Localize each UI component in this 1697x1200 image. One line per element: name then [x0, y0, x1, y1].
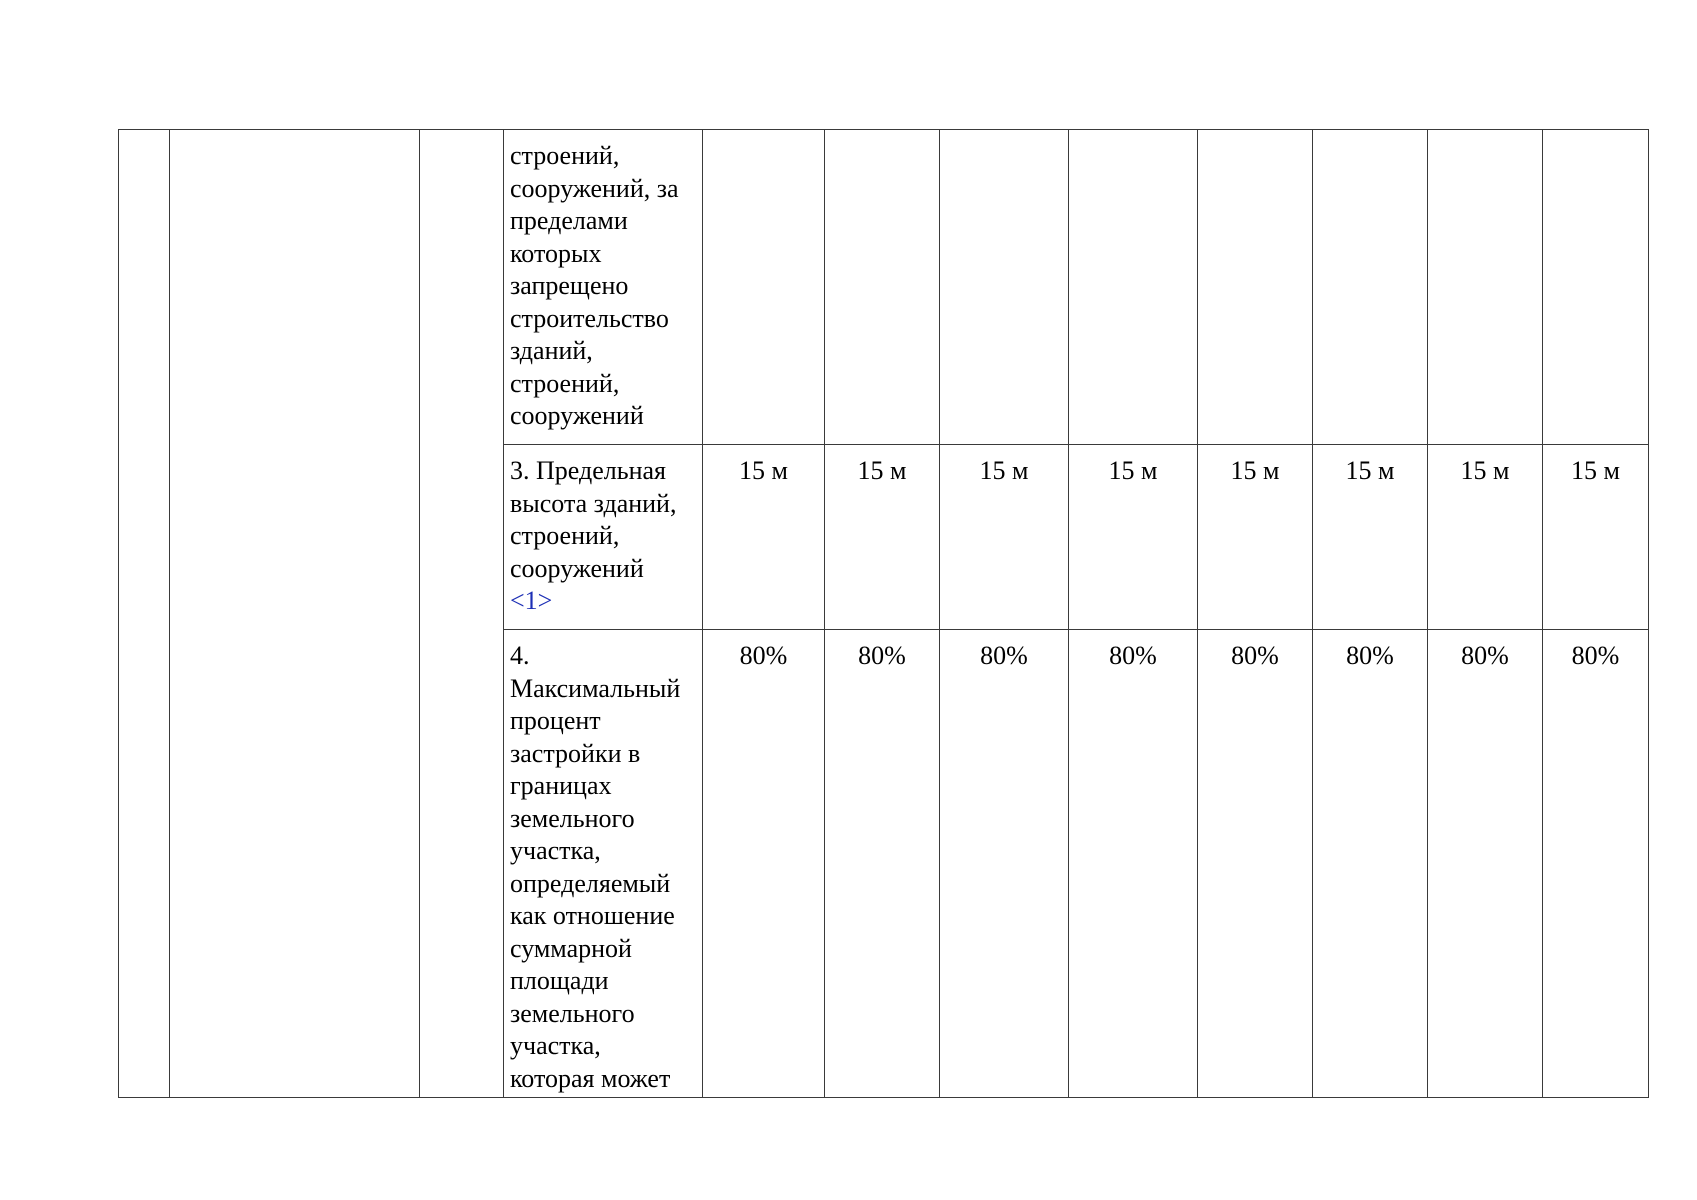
- table-row: [119, 130, 1649, 445]
- parameter-value: 80%: [1543, 630, 1649, 1098]
- parameter-value: 80%: [940, 630, 1069, 1098]
- parameter-value: 15 м: [825, 445, 940, 630]
- footnote-link[interactable]: <1>: [510, 586, 553, 615]
- parameter-value: 80%: [1198, 630, 1313, 1098]
- parameter-value: [1198, 130, 1313, 445]
- parameter-value: [1069, 130, 1198, 445]
- parameter-value: 80%: [825, 630, 940, 1098]
- parameter-value: 15 м: [1198, 445, 1313, 630]
- parameter-value: [1428, 130, 1543, 445]
- parameter-value: 80%: [1313, 630, 1428, 1098]
- parameter-value: 15 м: [940, 445, 1069, 630]
- parameter-value: 15 м: [703, 445, 825, 630]
- parameter-value: [940, 130, 1069, 445]
- parameter-value: 15 м: [1543, 445, 1649, 630]
- code-column-cell: [420, 130, 504, 1098]
- regulations-table: [118, 129, 1649, 1098]
- parameter-description: 4. Максимальный процент застройки в границах земельного участка, определяемый как отношение суммарной площади земельного участка, которая может: [504, 630, 703, 1098]
- parameter-description-cell: [504, 445, 703, 630]
- parameter-value: [1313, 130, 1428, 445]
- parameter-value: [1543, 130, 1649, 445]
- parameter-value: [703, 130, 825, 445]
- parameter-description: строений, сооружений, за пределами которых запрещено строительство зданий, строений, сооружений: [504, 130, 703, 445]
- parameter-value: [825, 130, 940, 445]
- parameter-value: 80%: [703, 630, 825, 1098]
- parameter-value: 15 м: [1069, 445, 1198, 630]
- zone-name-column-cell: [170, 130, 420, 1098]
- parameter-value: 15 м: [1313, 445, 1428, 630]
- parameter-value: 80%: [1069, 630, 1198, 1098]
- parameter-value: 80%: [1428, 630, 1543, 1098]
- number-column-cell: [119, 130, 170, 1098]
- parameter-value: 15 м: [1428, 445, 1543, 630]
- parameter-description: 3. Предельная высота зданий, строений, сооружений: [510, 456, 677, 583]
